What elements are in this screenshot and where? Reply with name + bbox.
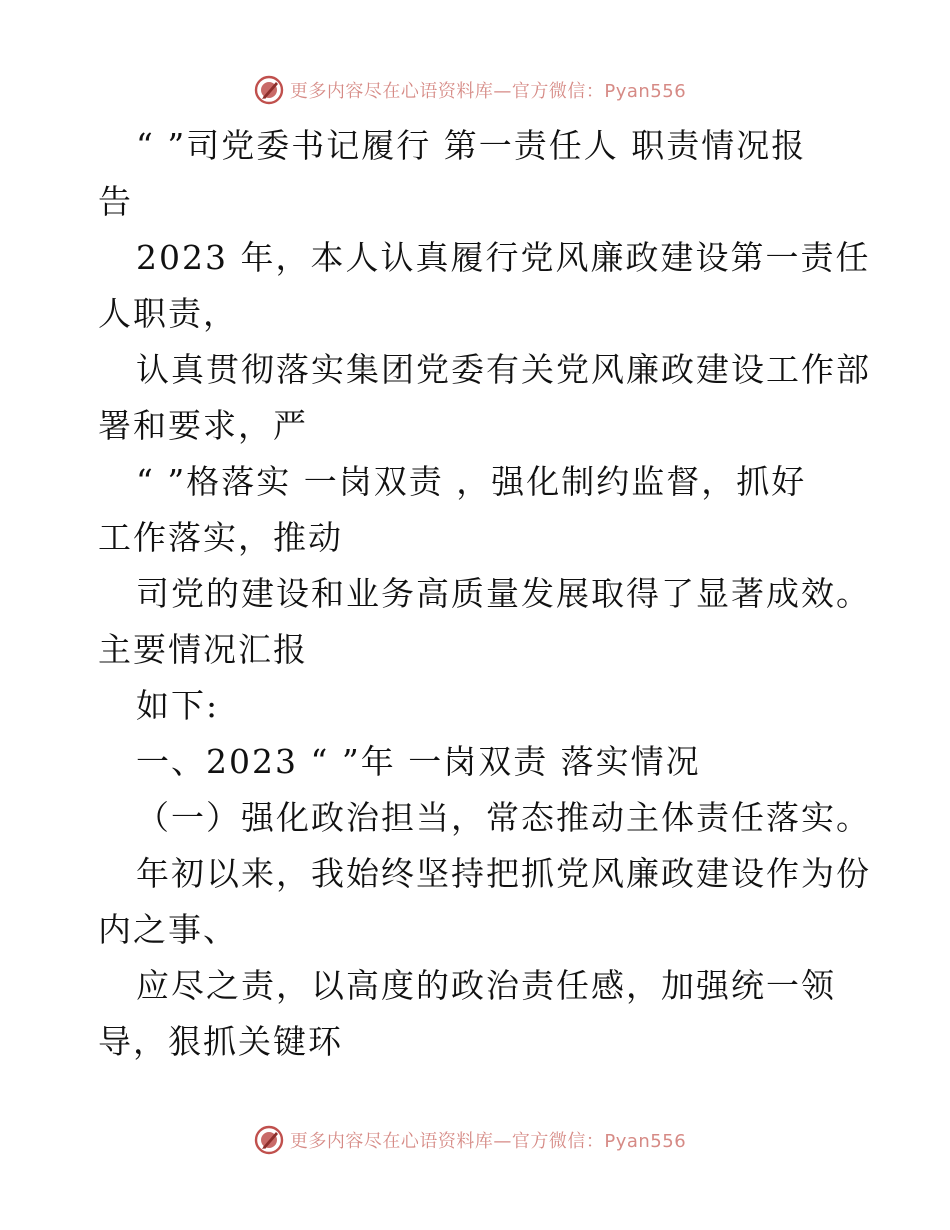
text-line: 告 <box>98 182 133 221</box>
text-line: 人职责， <box>98 294 238 333</box>
text-line: 一、2023 “ ”年 一岗双责 落实情况 <box>136 742 701 781</box>
footer-banner <box>0 1120 950 1160</box>
text-line: “ ”司党委书记履行 第一责任人 职责情况报 <box>136 126 807 165</box>
text-line: 如下: <box>136 686 220 725</box>
header-banner <box>0 70 950 110</box>
text-line: 主要情况汇报 <box>98 630 308 669</box>
header-banner-text: 更多内容尽在心语资料库—官方微信：Pyan556 <box>289 81 687 102</box>
document-body <box>98 118 871 1070</box>
pen-seal-logo-icon <box>254 1125 284 1155</box>
text-line: 年初以来，我始终坚持把抓党风廉政建设作为份 <box>136 854 871 893</box>
text-line: 司党的建设和业务高质量发展取得了显著成效。 <box>136 574 871 613</box>
text-line: 导，狠抓关键环 <box>98 1022 343 1061</box>
footer-banner-text: 更多内容尽在心语资料库—官方微信：Pyan556 <box>289 1131 687 1152</box>
text-line: （一）强化政治担当，常态推动主体责任落实。 <box>136 798 871 837</box>
text-line: 认真贯彻落实集团党委有关党风廉政建设工作部 <box>136 350 871 389</box>
text-line: 工作落实，推动 <box>98 518 343 557</box>
text-line: 署和要求，严 <box>98 406 308 445</box>
text-line: “ ”格落实 一岗双责 ，强化制约监督，抓好 <box>136 462 807 501</box>
header-banner-content <box>254 75 686 105</box>
text-line: 2023 年，本人认真履行党风廉政建设第一责任 <box>136 238 871 277</box>
footer-banner-content <box>254 1125 686 1155</box>
pen-seal-logo-icon <box>254 75 284 105</box>
text-line: 内之事、 <box>98 910 238 949</box>
text-line: 应尽之责，以高度的政治责任感，加强统一领 <box>136 966 836 1005</box>
